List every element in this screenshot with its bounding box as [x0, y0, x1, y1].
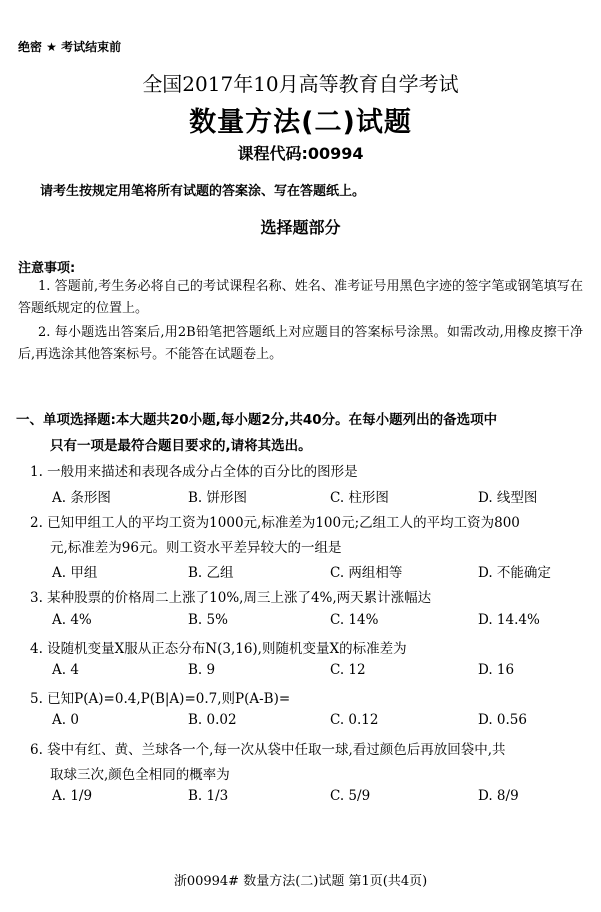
- confidential-label: 绝密 ★ 考试结束前: [18, 40, 122, 54]
- question-stem: 4. 设随机变量X服从正态分布N(3,16),则随机变量X的标准差为: [30, 641, 407, 657]
- option-a: A. 条形图: [52, 490, 111, 506]
- option-c: C. 柱形图: [330, 490, 389, 506]
- option-b: B. 乙组: [188, 565, 234, 581]
- option-d: D. 14.4%: [478, 612, 540, 628]
- option-d: D. 0.56: [478, 712, 527, 728]
- option-d: D. 不能确定: [478, 565, 551, 581]
- section-heading-cont: 只有一项是最符合题目要求的,请将其选出。: [50, 438, 312, 454]
- instruction: 请考生按规定用笔将所有试题的答案涂、写在答题纸上。: [40, 184, 366, 199]
- option-d: D. 线型图: [478, 490, 538, 506]
- option-c: C. 两组相等: [330, 565, 403, 581]
- question-stem-cont: 取球三次,颜色全相同的概率为: [50, 767, 230, 783]
- option-a: A. 0: [52, 712, 79, 728]
- question-stem: 2. 已知甲组工人的平均工资为1000元,标准差为100元;乙组工人的平均工资为800: [30, 515, 520, 531]
- notice-title: 注意事项:: [18, 261, 76, 276]
- option-a: A. 4: [52, 662, 79, 678]
- question-stem: 5. 已知P(A)=0.4,P(B|A)=0.7,则P(A-B)=: [30, 691, 291, 707]
- question-stem: 1. 一般用来描述和表现各成分占全体的百分比的图形是: [30, 464, 358, 480]
- option-b: B. 5%: [188, 612, 228, 628]
- option-c: C. 0.12: [330, 712, 379, 728]
- option-b: B. 9: [188, 662, 216, 678]
- notice-item: 1. 答题前,考生务必将自己的考试课程名称、姓名、准考证号用黑色字迹的签字笔或钢笔填写在答题纸规定的位置上。: [18, 279, 583, 316]
- page-footer: 浙00994# 数量方法(二)试题 第1页(共4页): [173, 874, 428, 889]
- section-heading: 一、单项选择题:本大题共20小题,每小题2分,共40分。在每小题列出的备选项中: [16, 412, 498, 428]
- option-a: A. 甲组: [52, 565, 98, 581]
- option-a: A. 1/9: [52, 788, 93, 804]
- option-a: A. 4%: [52, 612, 92, 628]
- subject-title: 数量方法(二)试题: [189, 107, 412, 138]
- question-stem: 6. 袋中有红、黄、兰球各一个,每一次从袋中任取一球,看过颜色后再放回袋中,共: [30, 742, 506, 758]
- option-d: D. 8/9: [478, 788, 519, 804]
- option-b: B. 饼形图: [188, 490, 248, 506]
- part-title: 选择题部分: [260, 218, 341, 237]
- notice-item: 2. 每小题选出答案后,用2B铅笔把答题纸上对应题目的答案标号涂黑。如需改动,用橡皮擦干净后,再选涂其他答案标号。不能答在试题卷上。: [18, 325, 583, 362]
- option-b: B. 0.02: [188, 712, 237, 728]
- option-c: C. 5/9: [330, 788, 371, 804]
- option-c: C. 14%: [330, 612, 379, 628]
- question-stem: 3. 某种股票的价格周二上涨了10%,周三上涨了4%,两天累计涨幅达: [30, 590, 432, 606]
- option-b: B. 1/3: [188, 788, 229, 804]
- option-d: D. 16: [478, 662, 515, 678]
- question-stem-cont: 元,标准差为96元。则工资水平差异较大的一组是: [50, 540, 342, 556]
- course-code: 课程代码:00994: [237, 144, 364, 163]
- option-c: C. 12: [330, 662, 366, 678]
- exam-title: 全国2017年10月高等教育自学考试: [142, 72, 459, 96]
